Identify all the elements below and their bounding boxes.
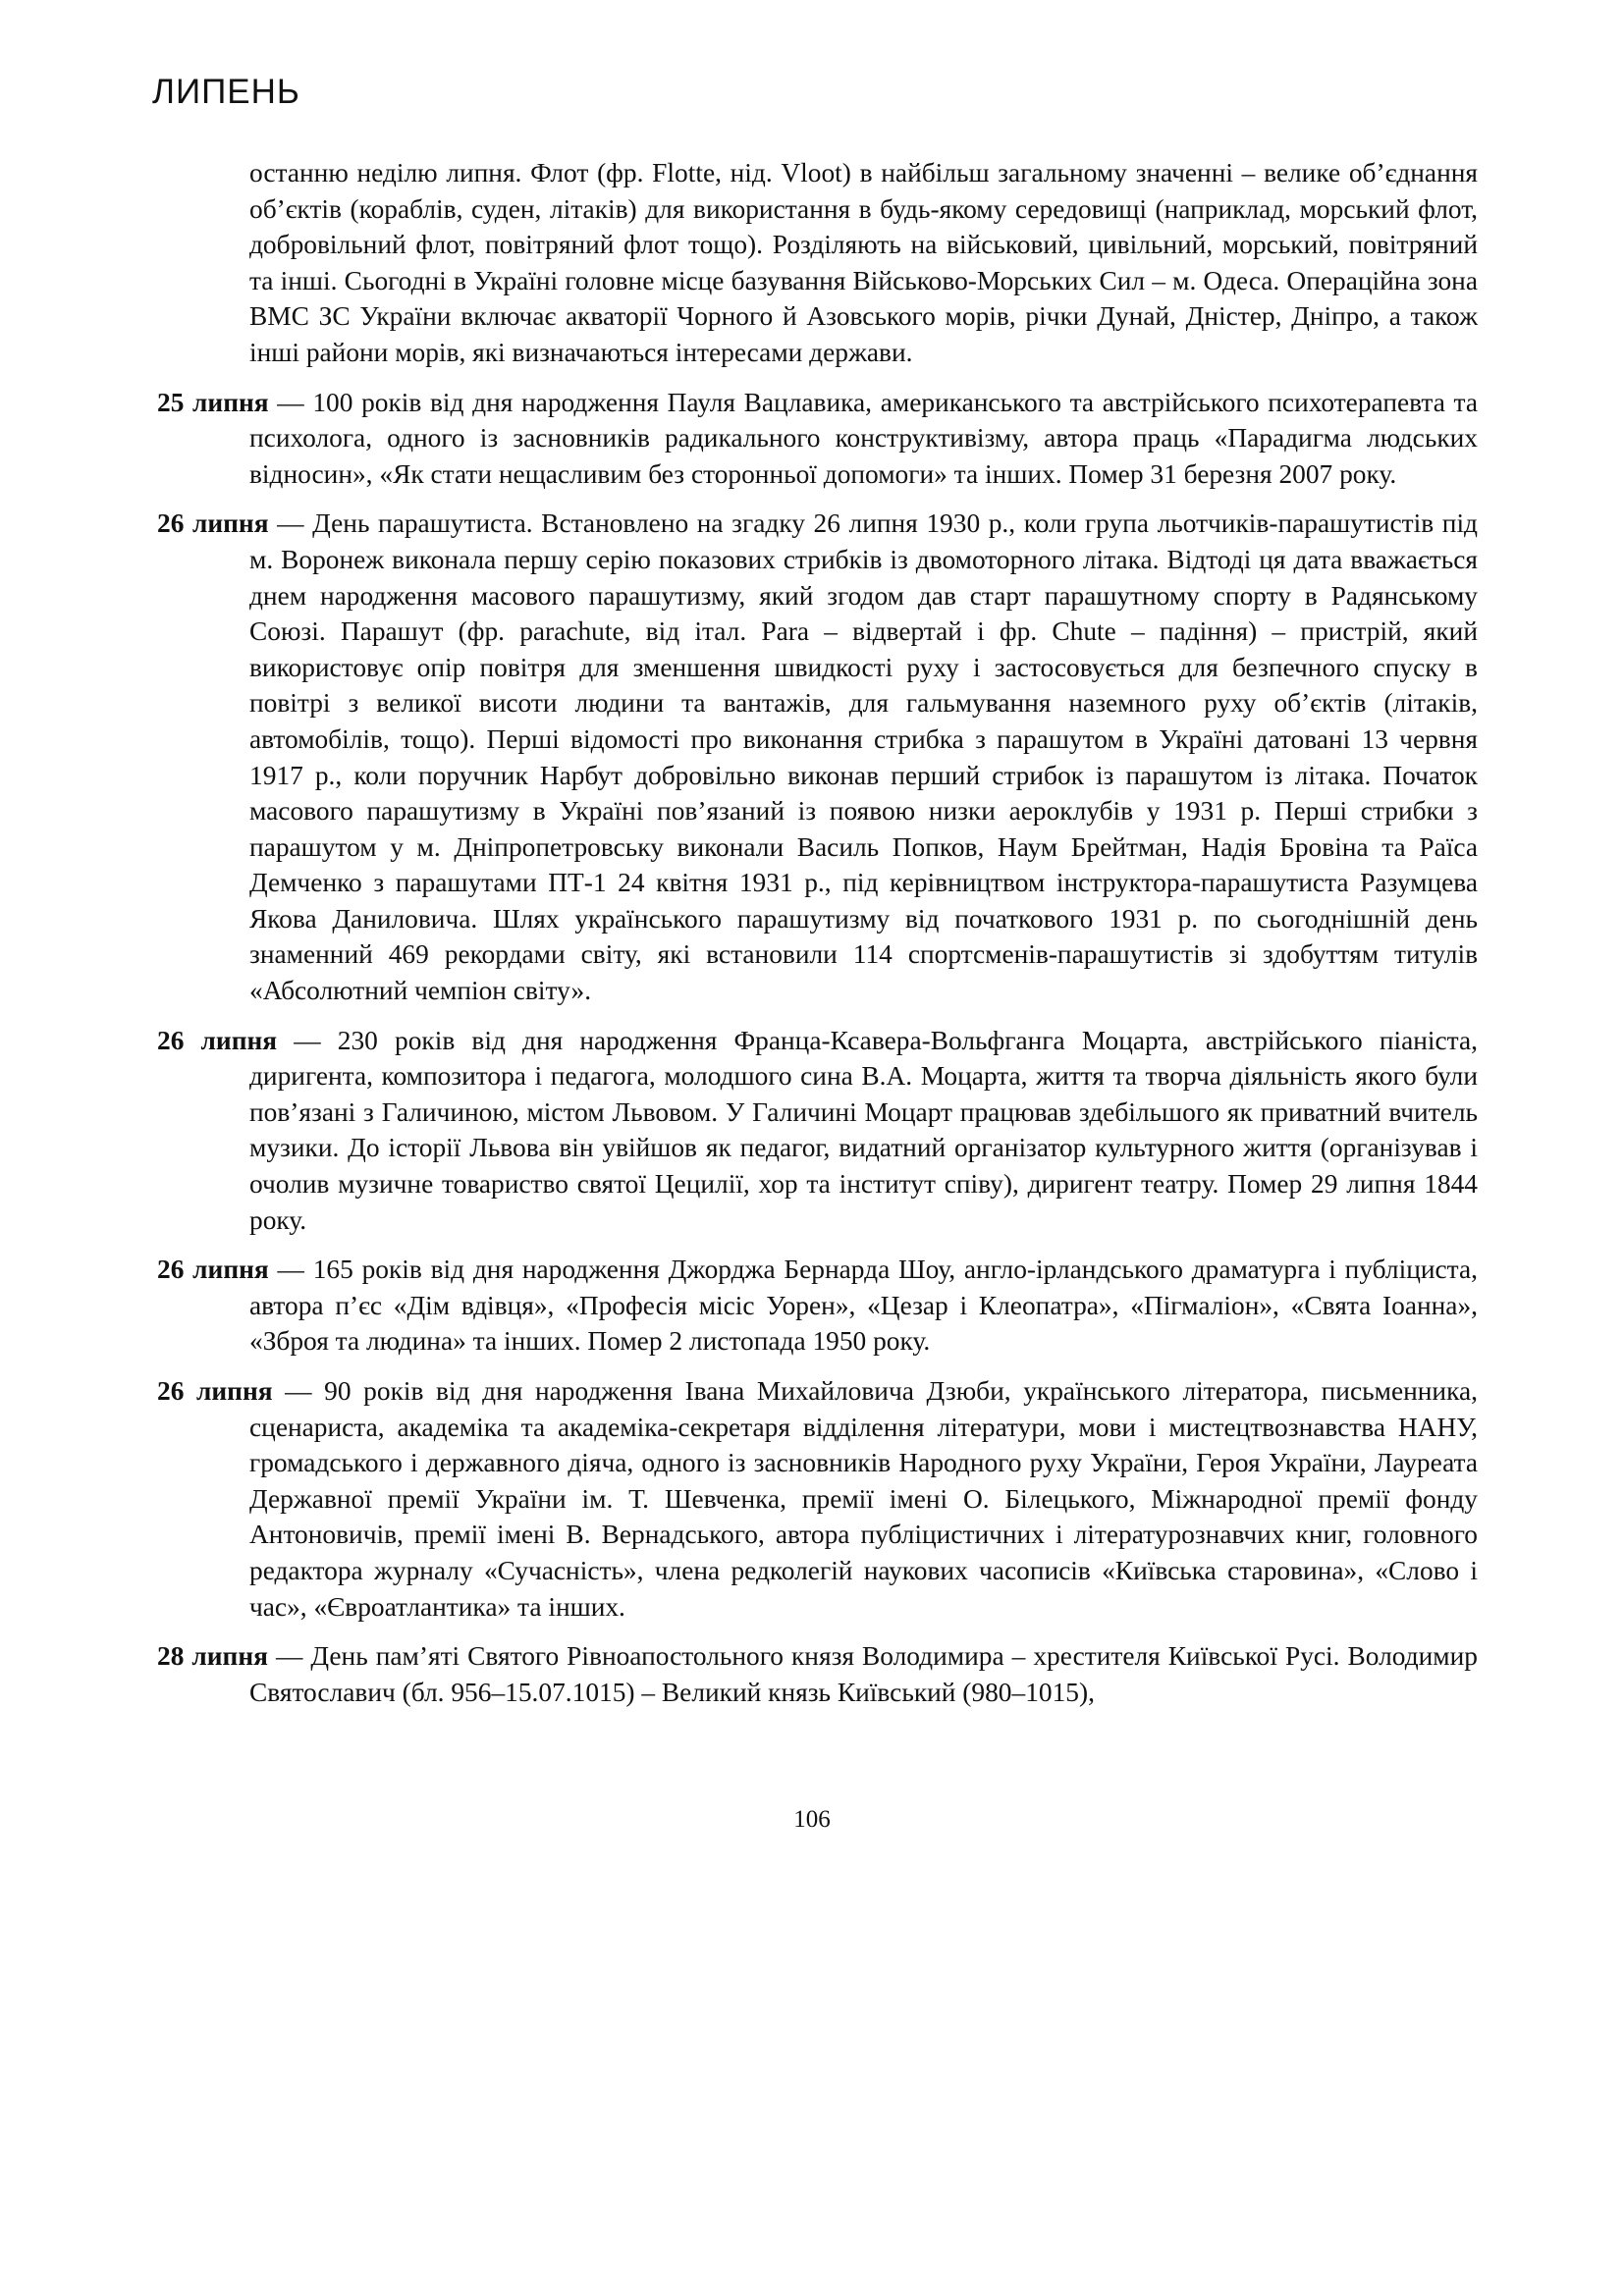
calendar-entry: [157, 1023, 1478, 1239]
entry-date: 26 липня: [157, 1025, 278, 1055]
calendar-entry: [157, 1252, 1478, 1360]
calendar-entry: [157, 385, 1478, 493]
continuation-paragraph: останню неділю липня. Флот (фр. Flotte, нід. Vloot) в найбільш загальному значенні – велике об’єднання об’єктів (кораблів, суден, літаків) для використання в будь-якому середовищі (наприклад, морський флот, добровільний флот, повітряний флот тощо). Розділяють на військовий, цивільний, морський, повітряний та інші. Сьогодні в Україні головне місце базування Військово-Морських Сил – м. Одеса. Операційна зона ВМС ЗС України включає акваторії Чорного й Азовського морів, річки Дунай, Дністер, Дніпро, а також інші райони морів, які визначаються інтересами держави.: [249, 158, 1478, 367]
calendar-entry: [157, 506, 1478, 1008]
entry-text: — День парашутиста. Встановлено на згадку 26 липня 1930 р., коли група льотчиків-парашутистів під м. Воронеж виконала першу серію показових стрибків із двомоторного літака. Відтоді ця дата вважається днем народження масового парашутизму, який згодом дав старт парашутному спорту в Радянському Союзі. Парашут (фр. parachute, від італ. Para – відвертай і фр. Chute – падіння) – пристрій, який використовує опір повітря для зменшення швидкості руху і застосовується для безпечного спуску в повітрі з великої висоти людини та вантажів, для гальмування наземного руху об’єктів (літаків, автомобілів, тощо). Перші відомості про виконання стрибка з парашутом в Україні датовані 13 червня 1917 р., коли поручник Нарбут добровільно виконав перший стрибок із парашутом із літака. Початок масового парашутизму в Україні пов’язаний із появою низки аероклубів у 1931 р. Перші стрибки з парашутом у м. Дніпропетровську виконали Василь Попков, Наум Брейтман, Надія Бровіна та Раїса Демченко з парашутами ПТ-1 24 квітня 1931 р., під керівництвом інструктора-парашутиста Разумцева Якова Даниловича. Шлях українського парашутизму від початкового 1931 р. по сьогоднішній день знаменний 469 рекордами світу, які встановили 114 спортсменів-парашутистів зі здобуттям титулів «Абсолютний чемпіон світу».: [249, 508, 1478, 1006]
entry-text: — 90 років від дня народження Івана Михайловича Дзюби, українського літератора, письменника, сценариста, академіка та академіка-секретаря відділення літератури, мови і мистецтвознавства НАНУ, громадського і державного діяча, одного із засновників Народного руху України, Героя України, Лауреата Державної премії України ім. Т. Шевченка, премії імені О. Білецького, Міжнародної премії фонду Антоновичів, премії імені В. Вернадського, автора публіцистичних і літературознавчих книг, головного редактора журналу «Сучасність», члена редколегій наукових часописів «Київська старовина», «Слово і час», «Євроатлантика» та інших.: [249, 1376, 1478, 1622]
calendar-entry: [157, 1373, 1478, 1625]
entry-text: — 165 років від дня народження Джорджа Бернарда Шоу, англо-ірландського драматурга і публіциста, автора п’єс «Дім вдівця», «Професія місіс Уорен», «Цезар і Клеопатра», «Пігмаліон», «Свята Іоанна», «Зброя та людина» та інших. Помер 2 листопада 1950 року.: [249, 1255, 1478, 1357]
calendar-entry: [157, 1638, 1478, 1710]
page-number: 106: [793, 1806, 831, 1833]
entry-date: 28 липня: [157, 1641, 268, 1672]
entry-date: 25 липня: [157, 387, 269, 417]
page-header: ЛИПЕНЬ: [152, 73, 300, 111]
entry-text: — 100 років від дня народження Пауля Вацлавика, американського та австрійського психотерапевта та психолога, одного із засновників радикального конструктивізму, автора праць «Парадигма людських відносин», «Як стати нещасливим без сторонньої допомоги» та інших. Помер 31 березня 2007 року.: [249, 387, 1478, 489]
entry-text: — День пам’яті Святого Рівноапостольного князя Володимира – хрестителя Київської Русі. Володимир Святославич (бл. 956–15.07.1015) – Великий князь Київський (980–1015),: [249, 1641, 1478, 1707]
entry-date: 26 липня: [157, 1255, 269, 1285]
entry-date: 26 липня: [157, 508, 269, 539]
page-content: [157, 155, 1478, 1724]
entry-date: 26 липня: [157, 1376, 273, 1406]
entry-text: — 230 років від дня народження Франца-Ксавера-Вольфганга Моцарта, австрійського піаніста, диригента, композитора і педагога, молодшого сина В.А. Моцарта, життя та творча діяльність якого були пов’язані з Галичиною, містом Львовом. У Галичині Моцарт працював здебільшого як приватний вчитель музики. До історії Львова він увійшов як педагог, видатний організатор культурного життя (організував і очолив музичне товариство святої Цецилії, хор та інститут співу), диригент театру. Помер 29 липня 1844 року.: [249, 1025, 1478, 1235]
